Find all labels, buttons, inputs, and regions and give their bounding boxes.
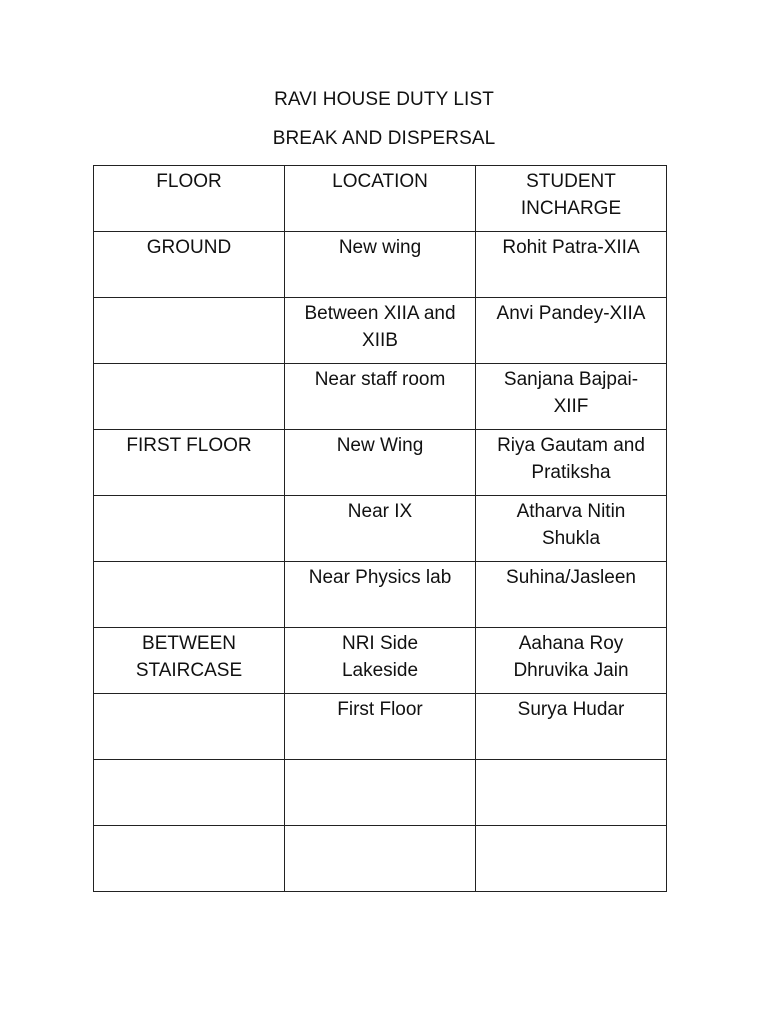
floor-cell [94,760,285,826]
student-incharge-cell [476,628,667,694]
location-cell-text: NRI Side [341,633,419,654]
table-row [94,628,667,694]
floor-cell [94,364,285,430]
student-incharge-cell-text: Riya Gautam and [497,435,645,456]
student-incharge-cell-text: Atharva Nitin [516,501,626,522]
table-row [94,298,667,364]
header-student-incharge-line-2: INCHARGE [520,198,622,219]
student-incharge-cell [476,430,667,496]
location-cell-text: Near IX [347,501,413,522]
table-row [94,430,667,496]
floor-cell [94,562,285,628]
table-header-row [94,166,667,232]
floor-cell [94,496,285,562]
location-cell [285,826,476,892]
floor-cell [94,826,285,892]
student-incharge-cell-text: Aahana Roy [518,633,624,654]
header-floor-label: FLOOR [156,171,222,192]
document-subtitle: BREAK AND DISPERSAL [272,128,496,149]
student-incharge-cell-text: Rohit Patra-XIIA [502,237,640,258]
floor-cell-text: FIRST FLOOR [126,435,252,456]
header-student-incharge-line-1: STUDENT [526,171,616,192]
table-row [94,364,667,430]
floor-cell [94,298,285,364]
duty-table-body [94,166,667,892]
location-cell [285,562,476,628]
table-row [94,826,667,892]
student-incharge-cell [476,496,667,562]
location-cell-text: First Floor [337,699,423,720]
header-floor [94,166,285,232]
table-row [94,694,667,760]
student-incharge-cell-text: Sanjana Bajpai- [503,369,639,390]
location-cell-text: Near Physics lab [308,567,452,588]
student-incharge-cell-text: Shukla [541,528,601,549]
student-incharge-cell-text: Dhruvika Jain [513,660,629,681]
location-cell-text: New wing [338,237,422,258]
student-incharge-cell [476,298,667,364]
location-cell [285,694,476,760]
location-cell [285,430,476,496]
location-cell-text: Near staff room [314,369,446,390]
table-row [94,562,667,628]
location-cell [285,760,476,826]
student-incharge-cell [476,562,667,628]
location-cell-text: Lakeside [341,660,419,681]
student-incharge-cell [476,232,667,298]
student-incharge-cell-text: Suhina/Jasleen [506,567,636,588]
location-cell [285,364,476,430]
floor-cell-text: BETWEEN [142,633,236,654]
student-incharge-cell-text: Surya Hudar [517,699,625,720]
table-row [94,232,667,298]
student-incharge-cell [476,694,667,760]
student-incharge-cell [476,760,667,826]
header-location-label: LOCATION [332,171,428,192]
location-cell [285,232,476,298]
location-cell [285,298,476,364]
location-cell-text: XIIB [362,330,398,351]
floor-cell [94,232,285,298]
student-incharge-cell-text: Anvi Pandey-XIIA [496,303,646,324]
floor-cell-text: STAIRCASE [135,660,243,681]
duty-table [93,165,667,892]
student-incharge-cell [476,364,667,430]
table-row [94,496,667,562]
table-row [94,760,667,826]
student-incharge-cell-text: Pratiksha [531,462,611,483]
student-incharge-cell-text: XIIF [553,396,589,417]
floor-cell [94,628,285,694]
floor-cell-text: GROUND [146,237,232,258]
location-cell [285,496,476,562]
floor-cell [94,430,285,496]
location-cell-text: Between XIIA and [304,303,456,324]
student-incharge-cell [476,826,667,892]
document-title: RAVI HOUSE DUTY LIST [274,89,494,110]
header-location [285,166,476,232]
location-cell [285,628,476,694]
location-cell-text: New Wing [336,435,424,456]
header-student-incharge [476,166,667,232]
floor-cell [94,694,285,760]
